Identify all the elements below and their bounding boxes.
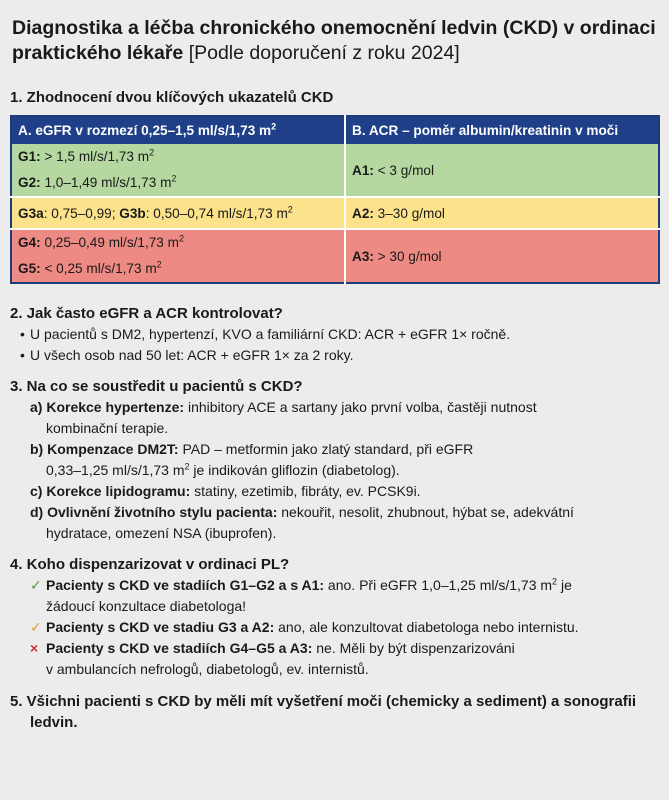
list-item: • U pacientů s DM2, hypertenzí, KVO a familiární CKD: ACR + eGFR 1× ročně. bbox=[30, 324, 659, 345]
list-item: ✓ Pacienty s CKD ve stadiu G3 a A2: ano, ale konzultovat diabetologa nebo internistu. bbox=[30, 617, 659, 638]
title-main: Diagnostika a léčba chronického onemocnění ledvin (CKD) v ordinaci praktického lékaře bbox=[12, 17, 656, 64]
list-item-continuation: 0,33–1,25 ml/s/1,73 $m^2$ je indikován gliflozin (diabetolog). bbox=[46, 461, 400, 478]
table-header bbox=[11, 116, 659, 144]
table-row-green bbox=[11, 144, 659, 197]
acr-a3-cell: A3: > 30 g/mol bbox=[345, 229, 659, 283]
title-source: [Podle doporučení z roku 2024] bbox=[188, 42, 460, 64]
list-item-continuation: hydratace, omezení NSA (ibuprofen). bbox=[46, 525, 277, 541]
acr-a2-cell: A2: 3–30 g/mol bbox=[345, 197, 659, 229]
document-title bbox=[12, 16, 659, 66]
list-item: c) Korekce lipidogramu: statiny, ezetimib, fibráty, ev. PCSK9i. bbox=[30, 483, 421, 499]
list-item: b) Kompenzace DM2T: PAD – metformin jako zlatý standard, při eGFR bbox=[30, 441, 474, 457]
control-frequency-list bbox=[10, 324, 659, 366]
section-5-line-2: ledvin. bbox=[30, 714, 78, 731]
focus-list bbox=[10, 397, 659, 544]
egfr-g4-g5-cell bbox=[11, 229, 345, 283]
section-5-line-1: 5. Všichni pacienti s CKD by měli mít vyšetření moči (chemicky a sediment) a sonografii bbox=[10, 693, 637, 710]
cross-icon: × bbox=[30, 640, 39, 656]
section-3-heading: 3. Na co se soustředit u pacientů s CKD? bbox=[10, 378, 303, 395]
section-4-heading: 4. Koho dispenzarizovat v ordinaci PL? bbox=[10, 556, 290, 573]
table-row-yellow bbox=[11, 197, 659, 229]
list-item: × Pacienty s CKD ve stadiích G4–G5 a A3: ne. Měli by být dispenzarizováni bbox=[30, 638, 659, 659]
column-a-header: A. eGFR v rozmezí 0,25–1,5 ml/s/1,73 $m^2$ bbox=[11, 116, 345, 144]
section-5 bbox=[10, 691, 659, 733]
section-1-heading: 1. Zhodnocení dvou klíčových ukazatelů CKD bbox=[10, 89, 334, 106]
acr-a1-cell: A1: < 3 g/mol bbox=[345, 144, 659, 197]
egfr-g3-cell: G3a: 0,75–0,99; G3b: 0,50–0,74 ml/s/1,73 $m^2$ bbox=[11, 197, 345, 229]
g2-line: G2: 1,0–1,49 ml/s/1,73 $m^2$ bbox=[18, 173, 177, 190]
ckd-indicator-table bbox=[10, 115, 660, 284]
g5-line: G5: < 0,25 ml/s/1,73 $m^2$ bbox=[18, 259, 162, 276]
column-b-header: B. ACR – poměr albumin/kreatinin v moči bbox=[345, 116, 659, 144]
dispensary-list bbox=[10, 575, 659, 680]
list-item-continuation: žádoucí konzultace diabetologa! bbox=[46, 598, 247, 614]
section-2-heading: 2. Jak často eGFR a ACR kontrolovat? bbox=[10, 305, 283, 322]
egfr-g1-g2-cell bbox=[11, 144, 345, 197]
list-item-continuation: v ambulancích nefrologů, diabetologů, ev. internistů. bbox=[46, 661, 369, 677]
check-icon: ✓ bbox=[30, 619, 42, 635]
list-item: ✓ Pacienty s CKD ve stadiích G1–G2 a s A1: ano. Při eGFR 1,0–1,25 ml/s/1,73 $m^2$ je bbox=[30, 575, 659, 596]
list-item: a) Korekce hypertenze: inhibitory ACE a sartany jako první volba, častěji nutnost bbox=[30, 399, 537, 415]
list-item: • U všech osob nad 50 let: ACR + eGFR 1× za 2 roky. bbox=[30, 345, 659, 366]
g1-line: G1: > 1,5 ml/s/1,73 $m^2$ bbox=[18, 147, 155, 164]
table-row-red bbox=[11, 229, 659, 283]
g4-line: G4: 0,25–0,49 ml/s/1,73 $m^2$ bbox=[18, 233, 184, 250]
list-item-continuation: kombinační terapie. bbox=[46, 420, 169, 436]
list-item: d) Ovlivnění životního stylu pacienta: nekouřit, nesolit, zhubnout, hýbat se, adekvátní bbox=[30, 504, 574, 520]
check-icon: ✓ bbox=[30, 577, 42, 593]
